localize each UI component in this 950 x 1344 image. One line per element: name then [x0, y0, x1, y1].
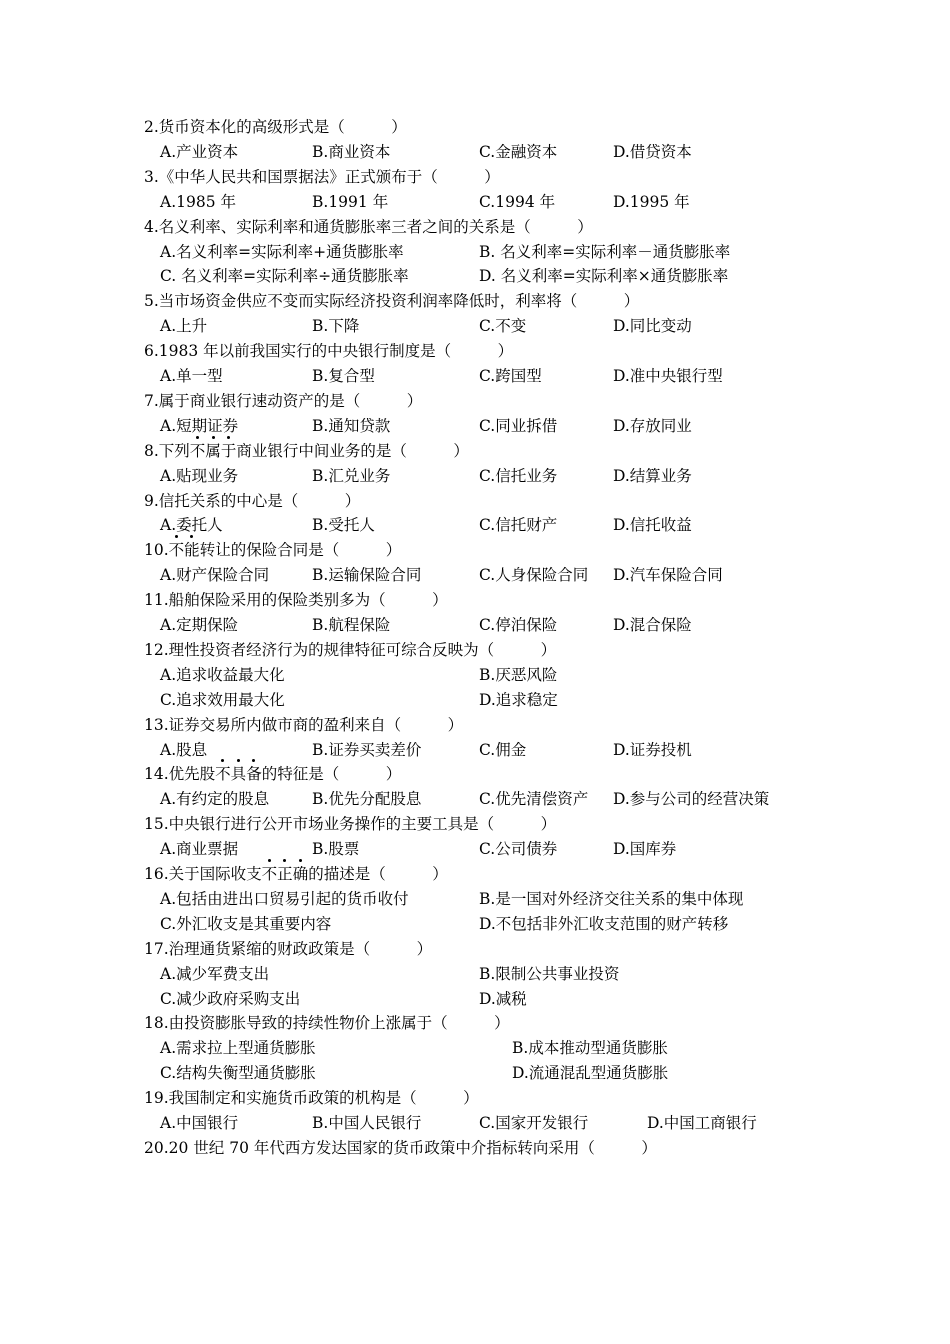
- question-18-option-d: D.流通混乱型通货膨胀: [512, 1064, 669, 1083]
- question-14-option-b: B.优先分配股息: [312, 790, 422, 809]
- question-5-option-c: C.不变: [479, 317, 527, 336]
- question-12-option-c: C.追求效用最大化: [160, 690, 285, 709]
- question-13-stem: 13.证券交易所内做市商的盈利来自（ ）: [144, 715, 464, 734]
- question-8-text-part: 不: [189, 441, 206, 460]
- question-7-option-d: D.存放同业: [613, 416, 692, 435]
- question-5-option-a: A.上升: [160, 317, 208, 336]
- question-15-stem: 15.中央银行进行公开市场业务操作的主要工具是（ ）: [144, 815, 557, 834]
- question-3-option-c: C.1994 年: [479, 192, 556, 211]
- question-10-option-a: A.财产保险合同: [160, 566, 270, 585]
- question-9-option-a: A.委托人: [160, 516, 223, 535]
- question-20-stem: 20.20 世纪 70 年代西方发达国家的货币政策中介指标转向采用（ ）: [144, 1138, 657, 1157]
- question-12-option-b: B.厌恶风险: [479, 665, 558, 684]
- question-17-stem: 17.治理通货紧缩的财政政策是（ ）: [144, 939, 433, 958]
- question-11-option-c: C.停泊保险: [479, 616, 558, 634]
- question-16-text-part: 16.关于国际收支: [144, 865, 262, 883]
- question-14-text-part: 14.优先股: [144, 765, 216, 784]
- question-8-text-part: 属: [205, 441, 221, 460]
- question-7-option-c: C.同业拆借: [479, 416, 558, 435]
- question-16-text-part: 确: [292, 865, 309, 883]
- question-14-option-a: A.有约定的股息: [160, 790, 270, 809]
- question-2-stem: 2.货币资本化的高级形式是（ ）: [144, 118, 407, 136]
- question-13-option-c: C.佣金: [479, 740, 527, 759]
- question-15-option-d: D.国库券: [613, 840, 677, 859]
- question-15-option-b: B.股票: [312, 840, 360, 859]
- question-16-option-a: A.包括由进出口贸易引起的货币收付: [160, 889, 409, 908]
- question-11-option-d: D.混合保险: [613, 616, 692, 634]
- question-3-option-d: D.1995 年: [613, 192, 690, 211]
- question-4-option-d: D. 名义利率=实际利率×通货膨胀率: [479, 267, 729, 286]
- question-17-option-a: A.减少军费支出: [160, 964, 270, 983]
- question-6-option-c: C.跨国型: [479, 367, 542, 385]
- question-16-option-c: C.外汇收支是其重要内容: [160, 914, 332, 933]
- question-10-stem: [144, 540, 401, 560]
- question-5-option-b: B.下降: [312, 317, 360, 336]
- question-14-option-c: C.优先清偿资产: [479, 790, 589, 809]
- question-7-option-a: A.短期证券: [160, 416, 239, 435]
- question-17-option-c: C.减少政府采购支出: [160, 989, 301, 1008]
- question-4-option-b: B. 名义利率=实际利率－通货膨胀率: [479, 242, 731, 261]
- question-6-option-d: D.准中央银行型: [613, 367, 723, 385]
- question-4-stem: 4.名义利率、实际利率和通货膨胀率三者之间的关系是（ ）: [144, 217, 593, 236]
- question-6-stem: 6.1983 年以前我国实行的中央银行制度是（ ）: [144, 342, 514, 361]
- question-14-text-part: 不: [215, 765, 231, 784]
- question-3-option-a: A.1985 年: [160, 192, 236, 211]
- question-11-stem: 11.船舶保险采用的保险类别多为（ ）: [144, 591, 448, 610]
- question-11-option-a: A.定期保险: [160, 616, 239, 634]
- question-17-option-b: B.限制公共事业投资: [479, 964, 620, 983]
- question-16-stem: [144, 864, 448, 884]
- question-9-option-d: D.信托收益: [613, 516, 692, 535]
- question-6-option-b: B.复合型: [312, 367, 375, 385]
- question-2-option-b: B.商业资本: [312, 142, 391, 161]
- question-19-option-a: A.中国银行: [160, 1114, 239, 1132]
- question-9-stem: 9.信托关系的中心是（ ）: [144, 491, 361, 510]
- question-14-text-part: 具: [230, 765, 247, 784]
- question-10-text-part: 能: [184, 541, 200, 560]
- question-2-option-c: C.金融资本: [479, 142, 558, 161]
- question-19-option-c: C.国家开发银行: [479, 1114, 589, 1132]
- question-16-option-d: D.不包括非外汇收支范围的财产转移: [479, 914, 729, 933]
- question-7-stem: 7.属于商业银行速动资产的是（ ）: [144, 391, 423, 410]
- question-10-option-d: D.汽车保险合同: [613, 566, 723, 585]
- question-15-option-c: C.公司债券: [479, 840, 558, 859]
- question-14-option-d: D.参与公司的经营决策: [613, 790, 770, 809]
- question-8-text-part: 商业银行中间业务的是（ ）: [236, 441, 469, 460]
- question-8-option-c: C.信托业务: [479, 466, 558, 485]
- question-10-text-part: 转让的保险合同是（ ）: [199, 541, 402, 560]
- question-8-stem: [144, 441, 469, 461]
- question-17-option-d: D.减税: [479, 989, 527, 1008]
- question-19-option-b: B.中国人民银行: [312, 1114, 422, 1132]
- question-6-option-a: A.单一型: [160, 367, 223, 385]
- question-13-option-b: B.证券买卖差价: [312, 740, 422, 759]
- question-13-option-a: A.股息: [160, 740, 208, 759]
- question-16-text-part: 的描述是（ ）: [308, 865, 448, 883]
- question-8-option-d: D.结算业务: [613, 466, 692, 485]
- question-18-option-c: C.结构失衡型通货膨胀: [160, 1064, 316, 1083]
- question-3-stem: 3.《中华人民共和国票据法》正式颁布于（ ）: [144, 167, 500, 186]
- question-4-option-a: A.名义利率=实际利率+通货膨胀率: [160, 242, 404, 261]
- question-9-option-c: C.信托财产: [479, 516, 558, 535]
- question-12-stem: 12.理性投资者经济行为的规律特征可综合反映为（ ）: [144, 640, 557, 659]
- question-16-text-part: 不: [261, 865, 278, 883]
- question-14-text-part: 备: [246, 765, 262, 784]
- question-10-option-b: B.运输保险合同: [312, 566, 422, 585]
- question-8-option-a: A.贴现业务: [160, 466, 239, 485]
- question-16-option-b: B.是一国对外经济交往关系的集中体现: [479, 889, 744, 908]
- question-13-option-d: D.证券投机: [613, 740, 692, 759]
- question-12-option-a: A.追求收益最大化: [160, 665, 285, 684]
- question-2-option-a: A.产业资本: [160, 142, 239, 161]
- question-18-option-b: B.成本推动型通货膨胀: [512, 1039, 668, 1058]
- question-19-option-d: D.中国工商银行: [647, 1114, 757, 1132]
- question-18-option-a: A.需求拉上型通货膨胀: [160, 1039, 316, 1058]
- question-19-stem: 19.我国制定和实施货币政策的机构是（ ）: [144, 1089, 479, 1108]
- question-8-text-part: 于: [220, 441, 237, 460]
- question-3-option-b: B.1991 年: [312, 192, 389, 211]
- question-5-option-d: D.同比变动: [613, 317, 692, 336]
- question-8-option-b: B.汇兑业务: [312, 466, 391, 485]
- question-4-option-c: C. 名义利率=实际利率÷通货膨胀率: [160, 267, 409, 286]
- question-15-option-a: A.商业票据: [160, 840, 239, 859]
- question-5-stem: 5.当市场资金供应不变而实际经济投资利润率降低时，利率将（ ）: [144, 292, 640, 311]
- question-10-text-part: 10.: [144, 541, 169, 560]
- question-12-option-d: D.追求稳定: [479, 690, 558, 709]
- question-16-text-part: 正: [277, 865, 293, 883]
- question-9-option-b: B.受托人: [312, 516, 375, 535]
- question-2-option-d: D.借贷资本: [613, 142, 692, 161]
- question-11-option-b: B.航程保险: [312, 616, 391, 634]
- question-14-stem: [144, 764, 401, 784]
- question-7-option-b: B.通知贷款: [312, 416, 391, 435]
- question-18-stem: 18.由投资膨胀导致的持续性物价上涨属于（ ）: [144, 1014, 510, 1033]
- question-8-text-part: 8.下列: [144, 441, 190, 460]
- question-14-text-part: 的特征是（ ）: [261, 765, 402, 784]
- question-10-text-part: 不: [168, 541, 185, 560]
- question-10-option-c: C.人身保险合同: [479, 566, 589, 585]
